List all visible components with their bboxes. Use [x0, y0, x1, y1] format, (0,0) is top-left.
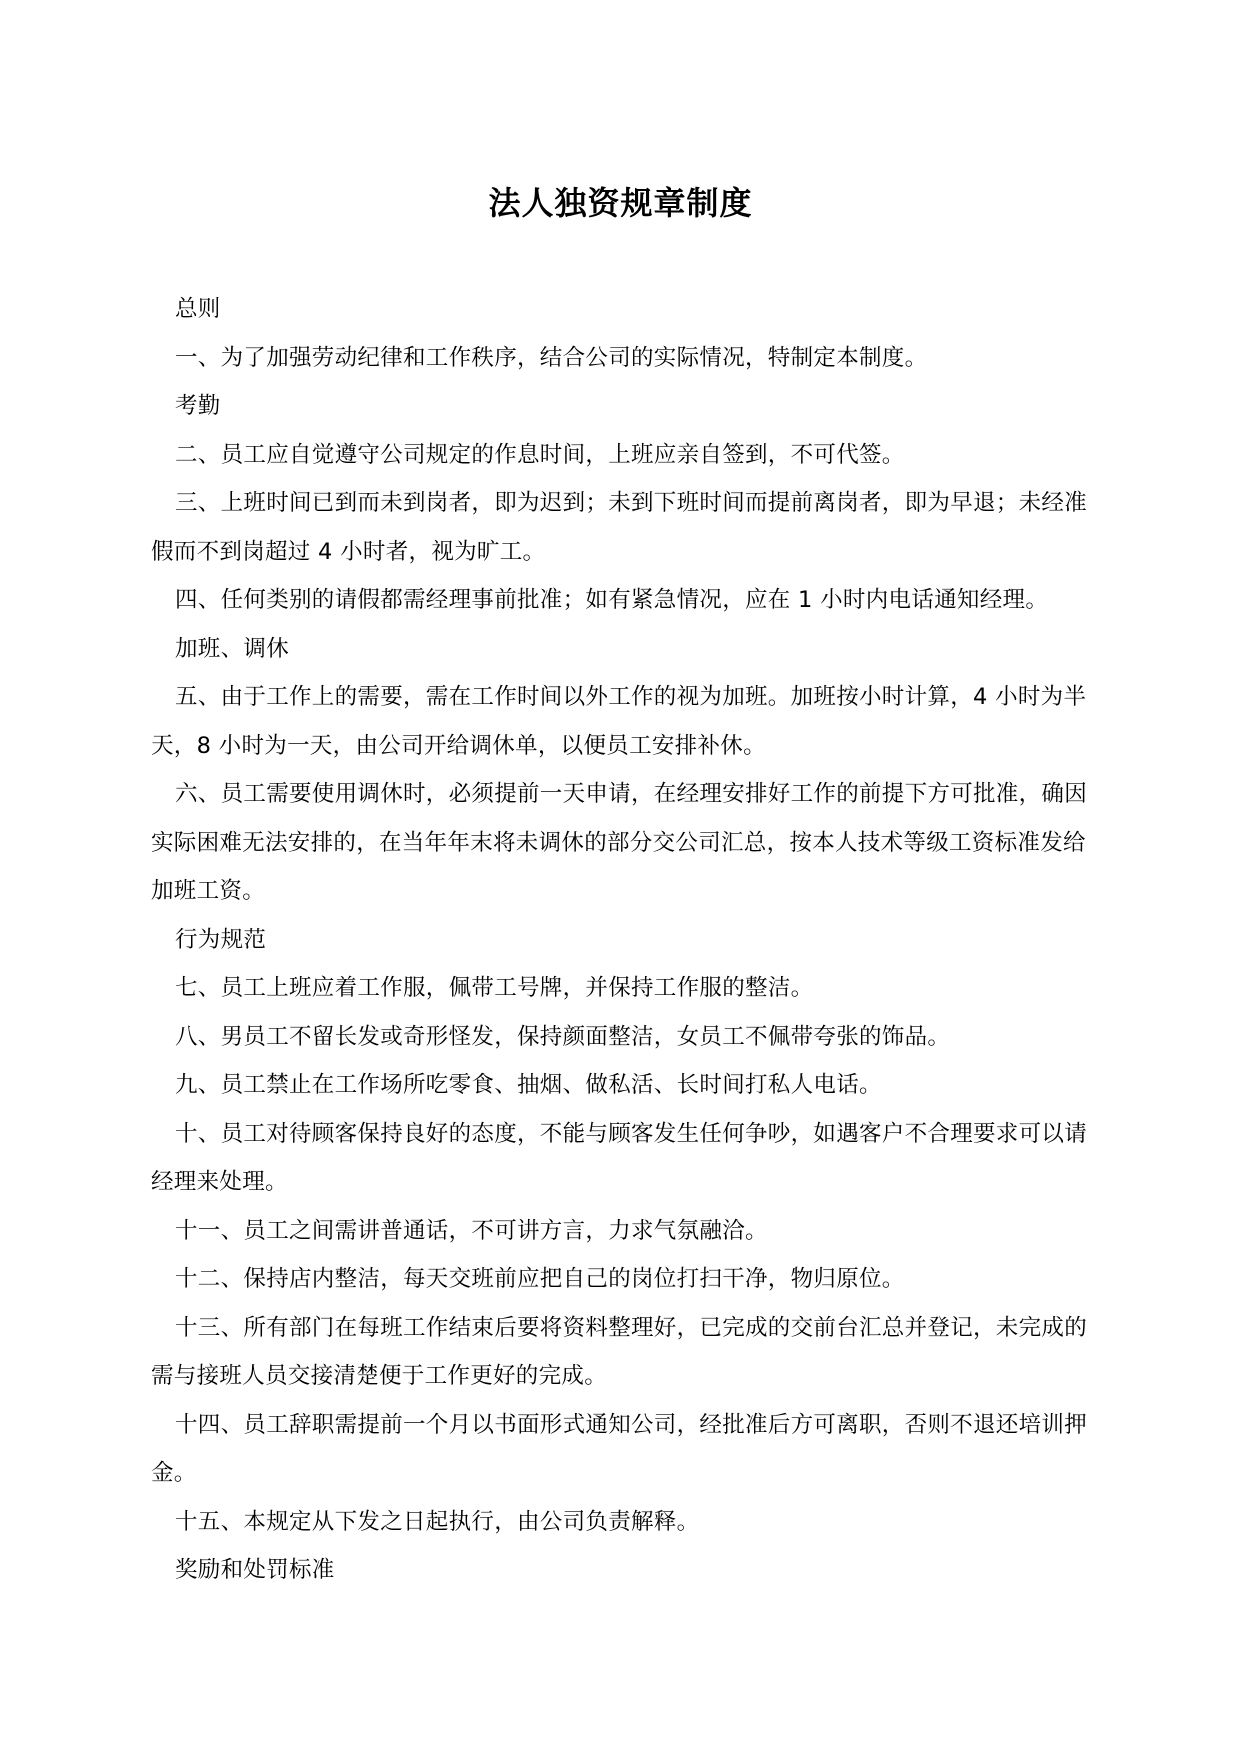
section-heading-rewards: 奖励和处罚标准 — [175, 1557, 335, 1583]
section-heading-attendance: 考勤 — [175, 393, 221, 419]
paragraph-7: 七、员工上班应着工作服，佩带工号牌，并保持工作服的整洁。 — [175, 975, 814, 1001]
section-heading-general: 总则 — [175, 296, 221, 322]
paragraph-8: 八、男员工不留长发或奇形怪发，保持颜面整洁，女员工不佩带夸张的饰品。 — [175, 1023, 951, 1050]
section-heading-overtime: 加班、调休 — [175, 635, 290, 662]
paragraph-5: 五、由于工作上的需要，需在工作时间以外工作的视为加班。加班按小时计算，4 小时为半天，8 小时为一天，由公司开给调休单，以便员工安排补休。 — [151, 684, 1087, 759]
paragraph-3: 三、上班时间已到而未到岗者，即为迟到；未到下班时间而提前离岗者，即为早退；未经准假而不到岗超过 4 小时者，视为旷工。 — [151, 490, 1088, 565]
paragraph-15: 十五、本规定从下发之日起执行，由公司负责解释。 — [175, 1508, 700, 1535]
paragraph-12: 十二、保持店内整洁，每天交班前应把自己的岗位打扫干净，物归原位。 — [175, 1266, 905, 1292]
paragraph-14: 十四、员工辞职需提前一个月以书面形式通知公司，经批准后方可离职，否则不退还培训押金。 — [151, 1411, 1088, 1486]
document-body — [151, 285, 1096, 1595]
paragraph-9: 九、员工禁止在工作场所吃零食、抽烟、做私活、长时间打私人电话。 — [175, 1072, 882, 1098]
paragraph-11: 十一、员工之间需讲普通话，不可讲方言，力求气氛融洽。 — [175, 1217, 768, 1244]
paragraph-2: 二、员工应自觉遵守公司规定的作息时间，上班应亲自签到，不可代签。 — [175, 441, 905, 468]
paragraph-13: 十三、所有部门在每班工作结束后要将资料整理好，已完成的交前台汇总并登记，未完成的需与接班人员交接清楚便于工作更好的完成。 — [151, 1314, 1088, 1389]
section-heading-conduct: 行为规范 — [175, 926, 267, 953]
paragraph-10: 十、员工对待顾客保持良好的态度，不能与顾客发生任何争吵，如遇客户不合理要求可以请经理来处理。 — [151, 1120, 1088, 1195]
document-title: 法人独资规章制度 — [488, 184, 753, 223]
paragraph-1: 一、为了加强劳动纪律和工作秩序，结合公司的实际情况，特制定本制度。 — [175, 344, 928, 371]
paragraph-6: 六、员工需要使用调休时，必须提前一天申请，在经理安排好工作的前提下方可批准，确因实际困难无法安排的，在当年年末将未调休的部分交公司汇总，按本人技术等级工资标准发给加班工资。 — [151, 781, 1088, 904]
paragraph-4: 四、任何类别的请假都需经理事前批准；如有紧急情况，应在 1 小时内电话通知经理。 — [175, 587, 1049, 613]
